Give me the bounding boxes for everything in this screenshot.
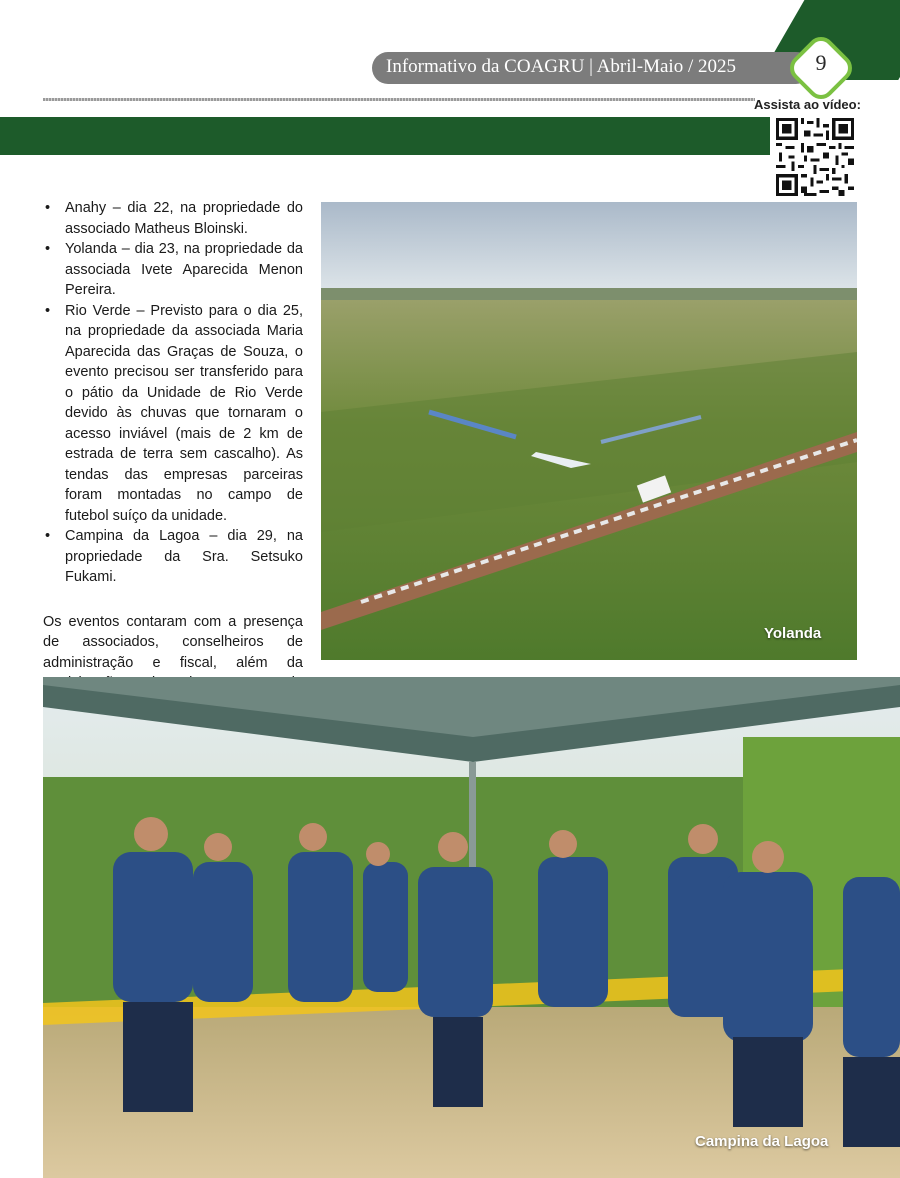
list-item: • Yolanda – dia 23, na propriedade da associada Ivete Aparecida Menon Pereira.: [43, 239, 303, 301]
video-label: Assista ao vídeo:: [754, 97, 861, 112]
green-band: [0, 117, 770, 155]
group-event-image: [43, 677, 900, 1178]
qr-code-icon[interactable]: [776, 118, 854, 196]
header-title: Informativo da COAGRU | Abril-Maio / 2025: [386, 56, 736, 77]
closing-paragraph: Os eventos contaram com a presença de associados, conselheiros de administração e fiscal, além da: [43, 613, 303, 671]
list-item: • Campina da Lagoa – dia 29, na propriedade da Sra. Setsuko Fukami.: [43, 526, 303, 588]
group-caption: Campina da Lagoa: [695, 1133, 829, 1150]
list-item: • Anahy – dia 22, na propriedade do associado Matheus Bloinski.: [43, 198, 303, 239]
aerial-photo: [321, 202, 857, 660]
article-text: [43, 198, 303, 729]
aerial-field-image: [321, 202, 857, 660]
list-item: • Rio Verde – Previsto para o dia 25, na propriedade da associada Maria Aparecida das Graças de Souza, o evento precisou ser transferido para o pátio da Unidade de Rio Verde devido às chuvas que tornaram o acesso inviável (mais de 2 km de estrada de terra sem cascalho). As tendas das empresas parceiras foram montadas no campo de futebol suíço da unidade.: [43, 301, 303, 527]
event-list: [43, 198, 303, 588]
page-number: 9: [815, 50, 827, 75]
group-photo: [43, 677, 900, 1178]
aerial-caption: Yolanda: [764, 625, 822, 642]
header-rule: [43, 98, 755, 101]
